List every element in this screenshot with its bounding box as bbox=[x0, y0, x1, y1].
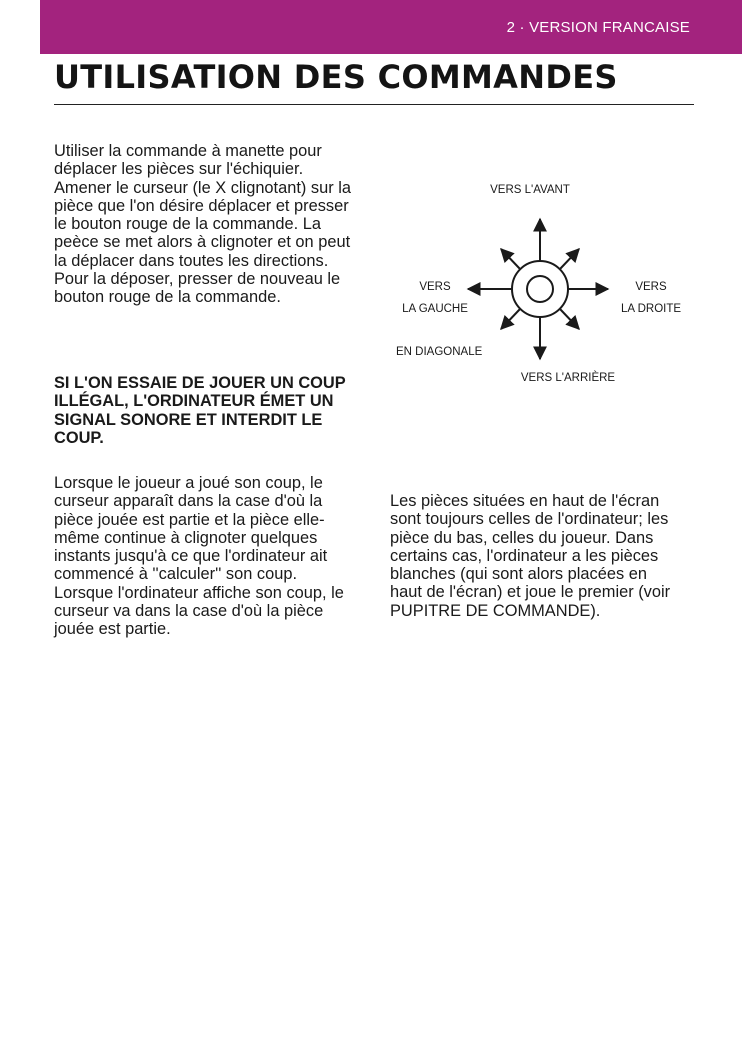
joystick-diagram-svg bbox=[380, 175, 700, 390]
joystick-outer-ring bbox=[512, 261, 568, 317]
arrow-up-left-icon bbox=[501, 249, 520, 269]
arrow-down-right-icon bbox=[560, 309, 579, 329]
arrow-up-right-icon bbox=[560, 249, 579, 269]
title-divider bbox=[54, 104, 694, 105]
joystick-inner-ring bbox=[527, 276, 553, 302]
illegal-move-warning: SI L'ON ESSAIE DE JOUER UN COUP ILLÉGAL, L'ORDINATEUR ÉMET UN SIGNAL SONORE ET INTERDIT LE COUP. bbox=[54, 374, 346, 447]
cursor-paragraph: Lorsque le joueur a joué son coup, le curseur apparaît dans la case d'où la pièce jouée est partie et la pièce elle-même continue à clignoter quelques instants jusqu'à ce que l'ordinateur ait commencé à ''calculer'' son coup. Lorsque l'ordinateur affiche son coup, le curseur va dans la case d'où la pièce jouée est partie. bbox=[54, 474, 344, 639]
label-left-line1: VERS bbox=[419, 281, 451, 293]
label-right-line2: LA DROITE bbox=[620, 303, 682, 315]
intro-paragraph: Utiliser la commande à manette pour déplacer les pièces sur l'échiquier. Amener le curseur (le X clignotant) sur la pièce que l'on désire déplacer et presser le bouton rouge de la commande. La peèce se met alors à clignoter et on peut la déplacer dans toutes les directions. Pour la déposer, presser de nouveau le bouton rouge de la commande. bbox=[54, 142, 351, 307]
arrow-down-left-icon bbox=[501, 309, 520, 329]
section-label: 2 · VERSION FRANCAISE bbox=[506, 19, 690, 36]
page-title: UTILISATION DES COMMANDES bbox=[54, 58, 618, 96]
joystick-direction-diagram bbox=[380, 175, 700, 390]
label-diagonal: EN DIAGONALE bbox=[396, 346, 483, 358]
label-left-line2: LA GAUCHE bbox=[402, 303, 468, 315]
pieces-paragraph: Les pièces situées en haut de l'écran sont toujours celles de l'ordinateur; les pièce du bas, celles du joueur. Dans certains cas, l'ordinateur a les pièces blanches (qui sont alors placées en haut de l'écran) et joue le premier (voir PUPITRE DE COMMANDE). bbox=[390, 492, 671, 620]
label-forward: VERS L'AVANT bbox=[490, 184, 570, 196]
label-right-line1: VERS bbox=[635, 281, 667, 293]
label-back: VERS L'ARRIÈRE bbox=[520, 372, 616, 384]
